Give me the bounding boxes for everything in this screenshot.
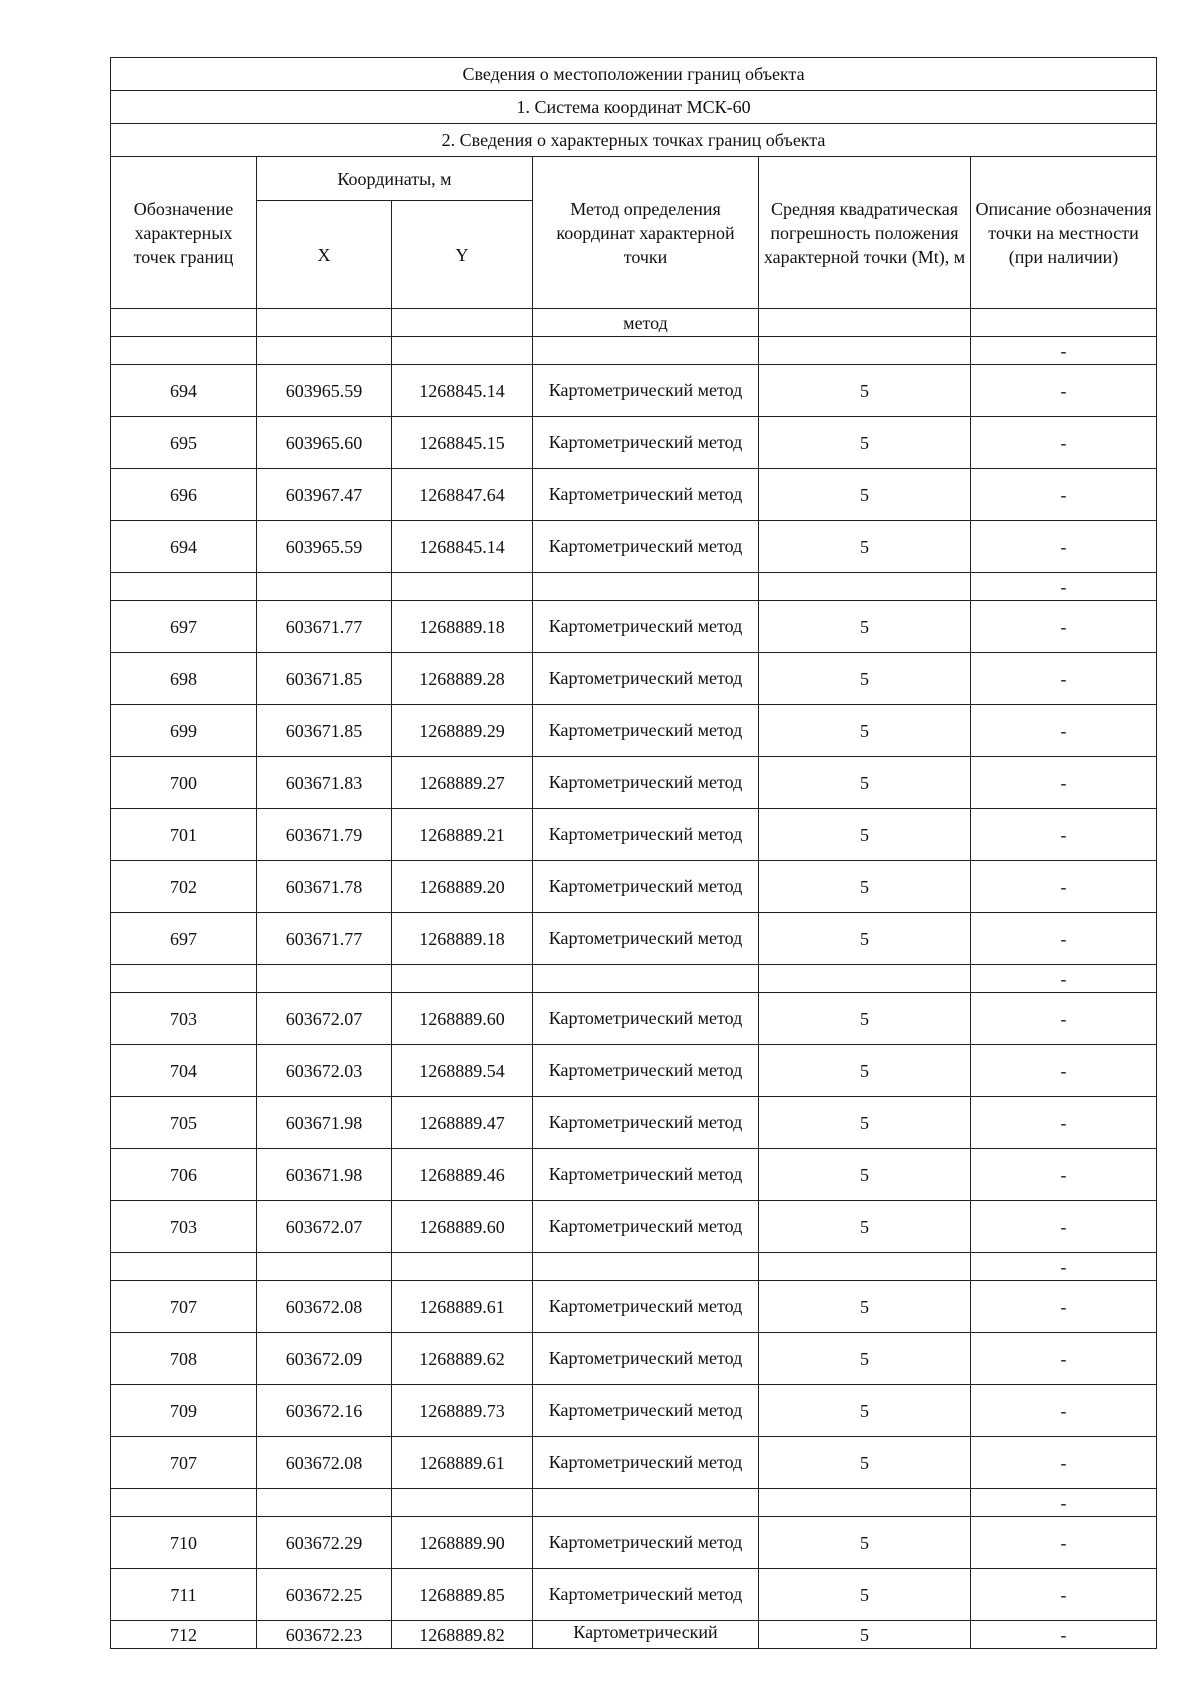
point-cell: 695: [111, 417, 257, 469]
point-cell: 700: [111, 757, 257, 809]
y-cell: 1268889.73: [392, 1385, 533, 1437]
method-cell: Картометрический метод: [533, 1517, 759, 1569]
y-cell: 1268889.61: [392, 1437, 533, 1489]
coordinates-document: [110, 57, 1156, 1649]
carry-over-row: [111, 309, 1157, 337]
point-cell: 707: [111, 1281, 257, 1333]
x-cell: 603965.59: [257, 365, 392, 417]
method-cell: Картометрический метод: [533, 705, 759, 757]
method-cell: Картометрический: [533, 1621, 759, 1649]
y-cell: 1268889.27: [392, 757, 533, 809]
method-cell: Картометрический метод: [533, 809, 759, 861]
point-cell: [111, 573, 257, 601]
x-cell: 603672.29: [257, 1517, 392, 1569]
table-row: [111, 1517, 1157, 1569]
x-cell: 603671.85: [257, 705, 392, 757]
description-cell: -: [971, 705, 1157, 757]
point-cell: 705: [111, 1097, 257, 1149]
x-cell: 603672.07: [257, 993, 392, 1045]
x-cell: 603672.08: [257, 1281, 392, 1333]
y-cell: 1268889.90: [392, 1517, 533, 1569]
x-cell: 603672.03: [257, 1045, 392, 1097]
y-cell: [392, 1489, 533, 1517]
method-cell: Картометрический метод: [533, 1569, 759, 1621]
error-cell: 5: [759, 1333, 971, 1385]
table-row: [111, 417, 1157, 469]
x-cell: 603671.98: [257, 1149, 392, 1201]
x-cell: 603672.23: [257, 1621, 392, 1649]
point-cell: [111, 1253, 257, 1281]
error-cell: 5: [759, 1281, 971, 1333]
point-cell: 696: [111, 469, 257, 521]
method-cell: Картометрический метод: [533, 365, 759, 417]
contour-separator-row: [111, 337, 1157, 365]
x-cell: 603965.60: [257, 417, 392, 469]
header-coordinates: Координаты, м: [257, 157, 533, 201]
error-cell: 5: [759, 653, 971, 705]
contour-separator-row: [111, 1489, 1157, 1517]
x-cell: 603671.85: [257, 653, 392, 705]
table-row: [111, 1281, 1157, 1333]
error-cell: 5: [759, 705, 971, 757]
y-cell: 1268889.47: [392, 1097, 533, 1149]
table-row: [111, 993, 1157, 1045]
y-cell: 1268889.29: [392, 705, 533, 757]
boundary-points-table: [110, 57, 1157, 1649]
description-cell: -: [971, 861, 1157, 913]
x-cell: 603672.25: [257, 1569, 392, 1621]
header-description: Описание обозначения точки на местности (при наличии): [971, 157, 1157, 309]
method-cell: Картометрический метод: [533, 417, 759, 469]
x-cell: 603671.77: [257, 913, 392, 965]
table-row: [111, 1569, 1157, 1621]
error-cell: [759, 337, 971, 365]
x-cell: [257, 965, 392, 993]
description-cell: -: [971, 1437, 1157, 1489]
point-cell: 704: [111, 1045, 257, 1097]
error-cell: [759, 1253, 971, 1281]
method-cell: Картометрический метод: [533, 469, 759, 521]
y-cell: [392, 573, 533, 601]
y-cell: 1268889.46: [392, 1149, 533, 1201]
description-cell: -: [971, 913, 1157, 965]
error-cell: 5: [759, 1385, 971, 1437]
table-row: [111, 861, 1157, 913]
method-cell: [533, 1253, 759, 1281]
table-row: [111, 469, 1157, 521]
error-cell: [759, 965, 971, 993]
x-cell: 603671.78: [257, 861, 392, 913]
method-cell: [533, 1489, 759, 1517]
point-cell: 694: [111, 521, 257, 573]
description-cell: -: [971, 1517, 1157, 1569]
table-row: [111, 1201, 1157, 1253]
x-cell: 603671.83: [257, 757, 392, 809]
table-row: [111, 1149, 1157, 1201]
description-cell: -: [971, 1201, 1157, 1253]
method-cell: Картометрический метод: [533, 757, 759, 809]
header-error: Средняя квадратическая погрешность положения характерной точки (Mt), м: [759, 157, 971, 309]
method-cell: Картометрический метод: [533, 1045, 759, 1097]
table-row: [111, 365, 1157, 417]
x-cell: 603672.16: [257, 1385, 392, 1437]
y-cell: [392, 1253, 533, 1281]
error-cell: 5: [759, 1201, 971, 1253]
point-cell: 697: [111, 601, 257, 653]
description-cell: -: [971, 993, 1157, 1045]
point-cell: [111, 1489, 257, 1517]
table-row: [111, 705, 1157, 757]
error-cell: 5: [759, 809, 971, 861]
y-cell: 1268889.20: [392, 861, 533, 913]
error-cell: 5: [759, 1045, 971, 1097]
header-x: X: [257, 201, 392, 309]
table-row: [111, 653, 1157, 705]
x-cell: [257, 1489, 392, 1517]
y-cell: 1268889.60: [392, 1201, 533, 1253]
x-cell: 603672.08: [257, 1437, 392, 1489]
error-cell: 5: [759, 1437, 971, 1489]
method-cell: Картометрический метод: [533, 993, 759, 1045]
table-title: Сведения о местоположении границ объекта: [111, 58, 1157, 91]
y-cell: 1268889.18: [392, 601, 533, 653]
error-cell: 5: [759, 1621, 971, 1649]
error-cell: [759, 573, 971, 601]
method-cell: Картометрический метод: [533, 601, 759, 653]
error-cell: 5: [759, 365, 971, 417]
error-cell: [759, 1489, 971, 1517]
x-cell: [257, 1253, 392, 1281]
y-cell: 1268889.82: [392, 1621, 533, 1649]
point-cell: 698: [111, 653, 257, 705]
point-cell: 711: [111, 1569, 257, 1621]
x-cell: 603671.98: [257, 1097, 392, 1149]
method-cell: Картометрический метод: [533, 1201, 759, 1253]
method-cell: [533, 337, 759, 365]
method-cell: [533, 965, 759, 993]
method-cell: Картометрический метод: [533, 1149, 759, 1201]
error-cell: 5: [759, 601, 971, 653]
method-cell: Картометрический метод: [533, 861, 759, 913]
point-cell: 701: [111, 809, 257, 861]
x-cell: 603671.79: [257, 809, 392, 861]
section-title: 2. Сведения о характерных точках границ объекта: [111, 124, 1157, 157]
table-row: [111, 757, 1157, 809]
x-cell: 603965.59: [257, 521, 392, 573]
error-cell: 5: [759, 1569, 971, 1621]
point-cell: 706: [111, 1149, 257, 1201]
description-cell: -: [971, 521, 1157, 573]
contour-separator-row: [111, 965, 1157, 993]
point-cell: [111, 337, 257, 365]
point-cell: 699: [111, 705, 257, 757]
description-cell: -: [971, 1385, 1157, 1437]
method-cell: Картометрический метод: [533, 1437, 759, 1489]
table-row: [111, 809, 1157, 861]
header-method: Метод определения координат характерной точки: [533, 157, 759, 309]
x-cell: 603967.47: [257, 469, 392, 521]
x-cell: 603672.09: [257, 1333, 392, 1385]
y-cell: [392, 337, 533, 365]
y-cell: 1268889.60: [392, 993, 533, 1045]
y-cell: [392, 965, 533, 993]
point-cell: 697: [111, 913, 257, 965]
point-cell: 709: [111, 1385, 257, 1437]
table-row: [111, 913, 1157, 965]
table-row: [111, 1437, 1157, 1489]
coordinate-system: 1. Система координат МСК-60: [111, 91, 1157, 124]
description-cell: -: [971, 337, 1157, 365]
description-cell: -: [971, 469, 1157, 521]
table-row: [111, 1333, 1157, 1385]
point-cell: 703: [111, 993, 257, 1045]
x-cell: [257, 573, 392, 601]
method-cell: Картометрический метод: [533, 521, 759, 573]
description-cell: -: [971, 1281, 1157, 1333]
description-cell: -: [971, 1097, 1157, 1149]
y-cell: 1268889.62: [392, 1333, 533, 1385]
error-cell: 5: [759, 993, 971, 1045]
description-cell: -: [971, 417, 1157, 469]
description-cell: -: [971, 1333, 1157, 1385]
error-cell: 5: [759, 469, 971, 521]
carry-over-method: метод: [533, 309, 759, 337]
table-row: [111, 1045, 1157, 1097]
method-cell: Картометрический метод: [533, 1281, 759, 1333]
error-cell: 5: [759, 1517, 971, 1569]
y-cell: 1268889.85: [392, 1569, 533, 1621]
error-cell: 5: [759, 913, 971, 965]
description-cell: -: [971, 365, 1157, 417]
y-cell: 1268845.15: [392, 417, 533, 469]
description-cell: -: [971, 653, 1157, 705]
error-cell: 5: [759, 1097, 971, 1149]
table-row: [111, 601, 1157, 653]
contour-separator-row: [111, 1253, 1157, 1281]
description-cell: -: [971, 1253, 1157, 1281]
method-cell: Картометрический метод: [533, 913, 759, 965]
contour-separator-row: [111, 573, 1157, 601]
header-y: Y: [392, 201, 533, 309]
y-cell: 1268845.14: [392, 521, 533, 573]
table-row: [111, 521, 1157, 573]
point-cell: 708: [111, 1333, 257, 1385]
description-cell: -: [971, 965, 1157, 993]
description-cell: -: [971, 809, 1157, 861]
point-cell: 702: [111, 861, 257, 913]
description-cell: -: [971, 1045, 1157, 1097]
table-row: [111, 1621, 1157, 1649]
error-cell: 5: [759, 521, 971, 573]
method-cell: Картометрический метод: [533, 653, 759, 705]
y-cell: 1268847.64: [392, 469, 533, 521]
error-cell: 5: [759, 861, 971, 913]
x-cell: 603672.07: [257, 1201, 392, 1253]
y-cell: 1268889.28: [392, 653, 533, 705]
y-cell: 1268889.21: [392, 809, 533, 861]
error-cell: 5: [759, 1149, 971, 1201]
point-cell: 710: [111, 1517, 257, 1569]
description-cell: -: [971, 1489, 1157, 1517]
error-cell: 5: [759, 757, 971, 809]
point-cell: 707: [111, 1437, 257, 1489]
point-cell: 694: [111, 365, 257, 417]
method-cell: Картометрический метод: [533, 1333, 759, 1385]
table-row: [111, 1385, 1157, 1437]
error-cell: 5: [759, 417, 971, 469]
description-cell: -: [971, 1569, 1157, 1621]
method-cell: [533, 573, 759, 601]
method-cell: Картометрический метод: [533, 1385, 759, 1437]
y-cell: 1268889.18: [392, 913, 533, 965]
point-cell: 703: [111, 1201, 257, 1253]
method-cell: Картометрический метод: [533, 1097, 759, 1149]
point-cell: 712: [111, 1621, 257, 1649]
description-cell: -: [971, 601, 1157, 653]
table-row: [111, 1097, 1157, 1149]
y-cell: 1268845.14: [392, 365, 533, 417]
description-cell: -: [971, 1621, 1157, 1649]
y-cell: 1268889.61: [392, 1281, 533, 1333]
description-cell: -: [971, 1149, 1157, 1201]
x-cell: [257, 337, 392, 365]
description-cell: -: [971, 573, 1157, 601]
point-cell: [111, 965, 257, 993]
header-point: Обозначение характерных точек границ: [111, 157, 257, 309]
description-cell: -: [971, 757, 1157, 809]
x-cell: 603671.77: [257, 601, 392, 653]
y-cell: 1268889.54: [392, 1045, 533, 1097]
